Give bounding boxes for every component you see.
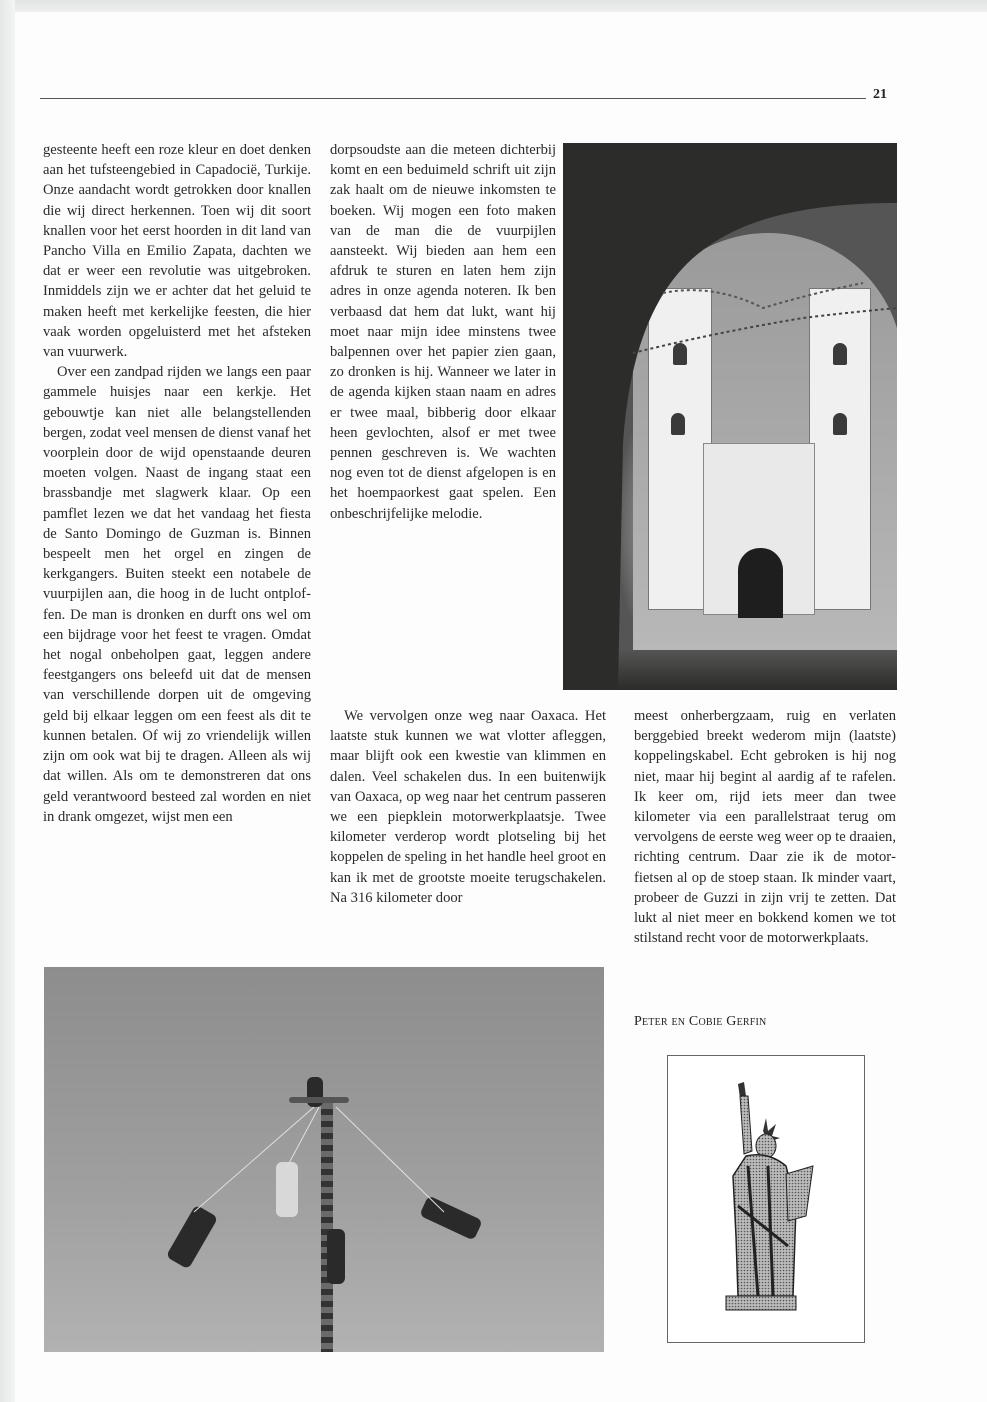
paragraph: gesteente heeft een roze kleur en doet denken aan het tufsteengebied in Capadocië, Turkije. Onze aandacht wordt getrokken door knallen die wij direct herkennen. Toen wij dit soort knallen voor het eerst hoorden in dit land van Pancho Villa en Emilio Zapata, dachten we dat er weer een revolutie was uitgebroken. Inmiddels zijn we er achter dat het geluid te maken heeft met kerkelijke feesten, die hier vaak worden opgeluisterd met het afsteken van vuurwerk. <box>43 142 311 361</box>
article-column-1 <box>43 140 311 827</box>
scan-border-top <box>0 0 987 12</box>
header-rule <box>40 98 866 99</box>
paragraph: Over een zandpad rijden we langs een paar gammele huisjes naar een kerkje. Het gebouwtje kan niet alle belangstellenden bergen, zodat veel mensen de dienst vanaf het voorplein door de wijd openstaande deuren moeten volgen. Naast de ingang staat een brassbandje met slagwerk klaar. Op een pamflet lezen we dat het vandaag het fiesta de Santo Domingo de Guzman is. Binnen bespeelt men het orgel en zingen de kerkgangers. Buiten steekt een notabele de vuurpijlen aan, die hoog in de lucht ontploffen. De man is dronken en durft ons wel om een bijdrage voor het feest te vragen. Omdat het nogal onbeholpen gaat, leggen andere feestgangers ons beleefd uit dat de mensen van verschillende dorpen uit de omgeving geld bij elkaar leggen om een feest als dit te kunnen betalen. Of wij zo vriendelijk willen zijn om ook wat bij te dragen. Alleen als wij dat willen. Als om te demonstreren dat ons geld verantwoord besteed zal worden en niet in drank omgezet, wijst men een <box>43 364 311 825</box>
statue-of-liberty-illustration <box>667 1055 865 1343</box>
voladores-photo <box>44 967 604 1352</box>
article-column-3 <box>634 706 896 948</box>
author-byline: Peter en Cobie Gerfin <box>634 1014 767 1029</box>
scan-border-left <box>0 0 15 1402</box>
paragraph: We vervolgen onze weg naar Oaxaca. Het laatste stuk kunnen we wat vlotter afleggen, maar blijft ook een kwestie van klimmen en dalen. Veel schakelen dus. In een buitenwijk van Oaxaca, op weg naar het centrum passeren we een piepklein motorwerkplaatsje. Twee kilometer verderop wordt plotseling bij het koppelen de speling in het handle heel groot en kan ik met de grootste moeite terugschakelen. Na 316 kilometer door <box>330 708 606 906</box>
paragraph: dorpsoudste aan die meteen dichterbij komt en een beduimeld schrift uit zijn zak haalt om de nieuwe inkomsten te boeken. Wij mogen een foto maken van de man die de vuurpijlen aansteekt. Wij bieden aan hem een afdruk te sturen en laten hem zijn adres in onze agenda noteren. Ik ben verbaasd dat hem dat lukt, want hij moet naar mijn idee minstens twee balpennen over het papier zien gaan, zo dronken is hij. Wanneer we later in de agenda kijken staan naam en adres er twee maal, bibberig door elkaar heen gevlochten, alsof er met twee pennen geschreven is. We wachten nog even tot de dienst afgelopen is en het hoempaorkest gaat spelen. Een onbeschrijfelijke melodie. <box>330 142 556 522</box>
paragraph: meest onherbergzaam, ruig en verlaten berggebied breekt wederom mijn (laatste) koppelingskabel. Echt gebroken is hij nog niet, maar hij begint al aardig af te rafelen. Ik keer om, rijd iets meer dan twee kilometer via een parallelstraat terug om vervolgens de eerste weg weer op te draaien, richting centrum. Daar zie ik de motorfietsen al op de stoep staan. Ik minder vaart, probeer de Guzzi in zijn vrij te zetten. Dat lukt al niet meer en bokkend komen we tot stilstand recht voor de motorwerkplaats. <box>634 708 896 947</box>
ropes <box>44 967 604 1352</box>
article-column-2-top <box>330 140 556 524</box>
page-number: 21 <box>873 87 887 102</box>
article-column-2-bottom <box>330 706 606 908</box>
archway-shade <box>563 143 897 690</box>
statue-of-liberty-icon <box>668 1056 864 1342</box>
church-photo <box>563 143 897 690</box>
